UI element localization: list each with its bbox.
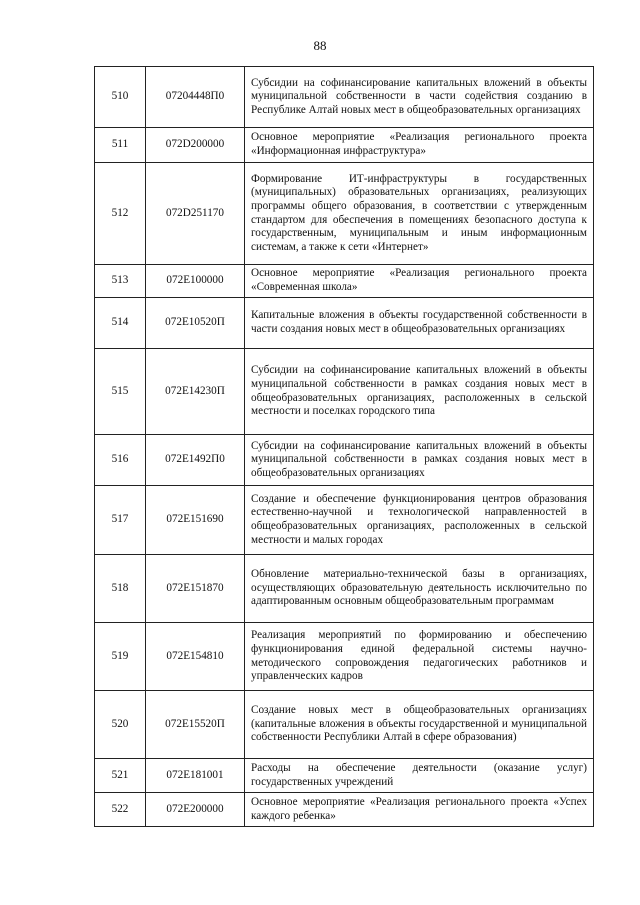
row-number: 512 (95, 163, 146, 265)
budget-classification-table (94, 66, 594, 827)
row-number: 514 (95, 298, 146, 349)
row-description: Субсидии на софинансирование капитальных вложений в объекты муниципальной собственности в части содействия созданию в Республике Алтай новых мест в общеобразовательных организациях (245, 67, 594, 128)
row-code: 072E14230П (146, 349, 245, 435)
table-row (95, 435, 594, 486)
table-row (95, 486, 594, 555)
row-code: 072E200000 (146, 793, 245, 827)
row-number: 516 (95, 435, 146, 486)
row-description: Субсидии на софинансирование капитальных вложений в объекты муниципальной собственности в рамках создания новых мест в общеобразовательных организациях, расположенных в сельской местности и поселках городского типа (245, 349, 594, 435)
row-number: 522 (95, 793, 146, 827)
row-number: 518 (95, 555, 146, 623)
row-number: 520 (95, 691, 146, 759)
row-description: Капитальные вложения в объекты государственной собственности в части создания новых мест в общеобразовательных организациях (245, 298, 594, 349)
row-description: Субсидии на софинансирование капитальных вложений в объекты муниципальной собственности в рамках создания новых мест в общеобразовательных организациях (245, 435, 594, 486)
row-description: Расходы на обеспечение деятельности (оказание услуг) государственных учреждений (245, 759, 594, 793)
row-description: Основное мероприятие «Реализация регионального проекта «Успех каждого ребенка» (245, 793, 594, 827)
row-number: 511 (95, 128, 146, 163)
table-row (95, 163, 594, 265)
row-code: 072E181001 (146, 759, 245, 793)
row-number: 515 (95, 349, 146, 435)
table-row (95, 298, 594, 349)
row-code: 07204448П0 (146, 67, 245, 128)
table-row (95, 349, 594, 435)
row-code: 072D200000 (146, 128, 245, 163)
row-description: Основное мероприятие «Реализация регионального проекта «Информационная инфраструктура» (245, 128, 594, 163)
row-code: 072E15520П (146, 691, 245, 759)
row-number: 513 (95, 265, 146, 298)
row-description: Создание и обеспечение функционирования центров образования естественно-научной и технологической направленностей в общеобразовательных организациях, расположенных в сельской местности и малых городах (245, 486, 594, 555)
page-number: 88 (313, 38, 327, 53)
row-code: 072E10520П (146, 298, 245, 349)
row-number: 521 (95, 759, 146, 793)
row-code: 072E100000 (146, 265, 245, 298)
row-number: 510 (95, 67, 146, 128)
table-row (95, 265, 594, 298)
row-description: Реализация мероприятий по формированию и обеспечению функционирования единой федеральной системы научно-методического сопровождения педагогических работников и управленческих кадров (245, 623, 594, 691)
row-code: 072E154810 (146, 623, 245, 691)
row-description: Создание новых мест в общеобразовательных организациях (капитальные вложения в объекты государственной и муниципальной собственности Республики Алтай в сфере образования) (245, 691, 594, 759)
table-row (95, 793, 594, 827)
table-row (95, 67, 594, 128)
table-row (95, 759, 594, 793)
row-code: 072E151870 (146, 555, 245, 623)
table-row (95, 623, 594, 691)
table-row (95, 555, 594, 623)
row-description: Обновление материально-технической базы в организациях, осуществляющих образовательную деятельность исключительно по адаптированным основным общеобразовательным программам (245, 555, 594, 623)
table-row (95, 691, 594, 759)
row-number: 517 (95, 486, 146, 555)
table-row (95, 128, 594, 163)
row-description: Основное мероприятие «Реализация регионального проекта «Современная школа» (245, 265, 594, 298)
row-code: 072E151690 (146, 486, 245, 555)
row-code: 072E1492П0 (146, 435, 245, 486)
row-code: 072D251170 (146, 163, 245, 265)
row-number: 519 (95, 623, 146, 691)
row-description: Формирование ИТ-инфраструктуры в государственных (муниципальных) образовательных организациях, реализующих программы общего образования, в соответствии с утвержденным стандартом для обеспечения в помещениях безопасного доступа к государственным, муниципальным и иным информационным системам, а также к сети «Интернет» (245, 163, 594, 265)
